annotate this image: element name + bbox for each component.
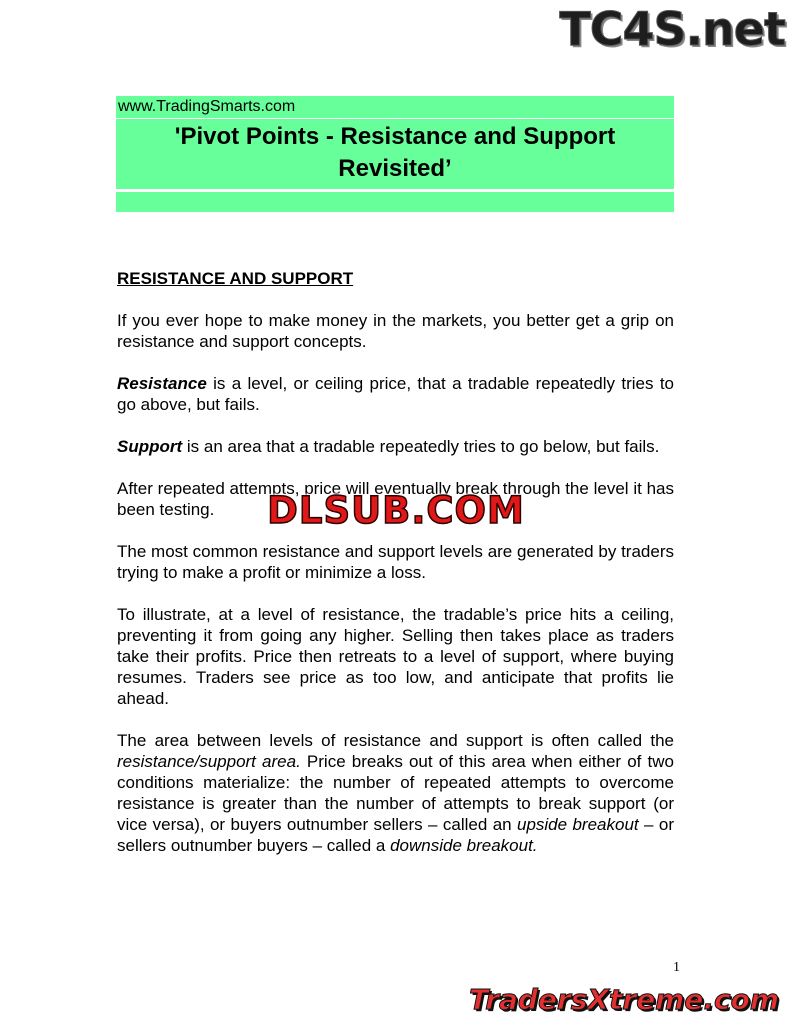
- paragraph-breakout: [117, 730, 674, 856]
- document-header: [116, 96, 674, 212]
- title-line-1: 'Pivot Points - Resistance and Support: [174, 123, 616, 150]
- paragraph-support: [117, 436, 674, 457]
- breakout-text-e: – or sellers outnumber buyers – called a: [117, 815, 674, 855]
- document-body: [117, 268, 674, 856]
- term-resistance-support-area: resistance/support area.: [117, 752, 301, 771]
- resistance-definition: is a level, or ceiling price, that a tradable repeatedly tries to go above, but fails.: [117, 374, 674, 414]
- term-resistance: Resistance: [117, 374, 207, 393]
- page-number: 1: [673, 960, 680, 975]
- support-definition: is an area that a tradable repeatedly tries to go below, but fails.: [182, 437, 660, 456]
- tc4s-watermark: TC4S.net: [559, 2, 785, 56]
- title-line-2: Revisited’: [338, 155, 452, 182]
- paragraph-intro: If you ever hope to make money in the markets, you better get a grip on resistance and support concepts.: [117, 311, 674, 351]
- dlsub-watermark: DLSUB.COM: [267, 489, 525, 532]
- paragraph-resistance: [117, 373, 674, 415]
- breakout-text-c: Price breaks out of this area when either of two conditions materialize: the number of repeated attempts to overcome resistance is greater than the number of attempts to break support (or vice versa), or buyers outnumber sellers – called an: [117, 752, 674, 834]
- site-url: www.TradingSmarts.com: [116, 96, 674, 119]
- paragraph-illustration: To illustrate, at a level of resistance, the tradable’s price hits a ceiling, preventing it from going any higher. Selling then takes place as traders take their profits. Price then retreats to a level of support, where buying resumes. Traders see price as too low, and anticipate that profits lie ahead.: [117, 605, 674, 708]
- header-band: [116, 192, 674, 212]
- term-downside-breakout: downside breakout.: [390, 836, 538, 855]
- breakout-text-a: The area between levels of resistance and support is often called the: [117, 731, 674, 750]
- paragraph-common-levels: The most common resistance and support levels are generated by traders trying to make a profit or minimize a loss.: [117, 542, 674, 582]
- section-heading: RESISTANCE AND SUPPORT: [117, 269, 354, 288]
- term-upside-breakout: upside breakout: [517, 815, 639, 834]
- term-support: Support: [117, 437, 183, 456]
- document-title: [116, 119, 674, 192]
- tradersxtreme-watermark: TradersXtreme.com: [469, 983, 779, 1016]
- paragraph-breakthrough: After repeated attempts, price will eventually break through the level it has been testing.: [117, 479, 674, 519]
